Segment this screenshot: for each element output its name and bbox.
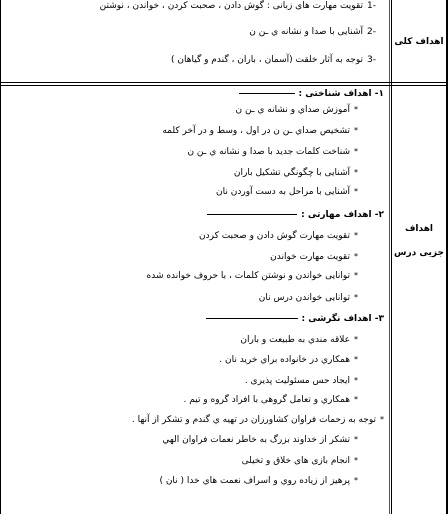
label-column-divider	[391, 0, 392, 514]
bullet-icon: *	[354, 231, 358, 240]
attitude-goals-heading: ٣- اهداف نگرشی :	[206, 313, 384, 325]
partial-goals-label: اهداف جزیی درس	[394, 224, 444, 258]
attitude-goal-item: *توجه به زحمات فراوان کشاورزان در تهیه ي گندم و تشکر از آنها .	[131, 415, 384, 425]
bullet-icon: *	[354, 293, 358, 302]
bullet-icon: *	[354, 252, 358, 261]
bullet-icon: *	[354, 376, 358, 385]
attitude-goal-item: *همکاري در خانواده براي خرید نان .	[219, 355, 358, 365]
heading-underline	[207, 214, 297, 215]
bullet-icon: *	[354, 335, 358, 344]
attitude-goal-item: *پرهیز از زیاده روي و اسراف نعمت هاي خدا ( نان )	[159, 476, 358, 486]
attitude-goal-item: *تشکر از خداوند بزرگ به خاطر نعمات فراوان الهي	[162, 435, 358, 445]
cognitive-goal-item: *شناخت کلمات جدید با صدا و نشانه ي ـن ن	[187, 147, 358, 157]
bullet-icon: *	[354, 105, 358, 114]
skill-goal-item: *تقویت مهارت خواندن	[270, 252, 358, 262]
general-goal-item: -2آشنایی با صدا و نشانه ي ـن ن	[249, 27, 376, 37]
cognitive-goals-heading: ١- اهداف شناختی :	[239, 88, 384, 100]
row-divider-bottom	[0, 85, 448, 86]
attitude-goal-item: *ایجاد حس مسئولیت پذیری .	[244, 376, 358, 386]
cognitive-goal-item: *تشخیص صداي ـن ن در اول ، وسط و در آخر کلمه	[162, 126, 358, 136]
bullet-icon: *	[354, 187, 358, 196]
table-border-left	[0, 0, 1, 514]
general-goal-item: -1تقویت مهارت های زبانی : گوش دادن ، صحبت کردن ، خواندن ، نوشتن	[99, 1, 376, 11]
bullet-icon: *	[354, 271, 358, 280]
attitude-goal-item: *همکاري و تعامل گروهی با افراد گروه و تیم .	[183, 395, 358, 405]
heading-underline	[239, 93, 295, 94]
skill-goal-item: *تقویت مهارت گوش دادن و صحبت کردن	[198, 231, 358, 241]
row-divider-top	[0, 82, 448, 83]
attitude-goal-item: *علاقه مندي به طبیعت و باران	[240, 335, 358, 345]
bullet-icon: *	[354, 355, 358, 364]
bullet-icon: *	[354, 126, 358, 135]
bullet-icon: *	[354, 147, 358, 156]
bullet-icon: *	[354, 395, 358, 404]
cognitive-goal-item: *آشنایی با چگونگي تشکیل باران	[233, 168, 358, 178]
general-goals-label: اهداف کلی	[394, 37, 444, 47]
skill-goals-heading: ٢- اهداف مهارتی :	[207, 209, 384, 221]
cognitive-goal-item: *آموزش صداي و نشانه ي ـن ن	[235, 105, 358, 115]
bullet-icon: *	[354, 476, 358, 485]
skill-goal-item: *توانایی خواندن و نوشتن کلمات ، با حروف خوانده شده	[146, 271, 358, 281]
heading-underline	[206, 318, 298, 319]
bullet-icon: *	[380, 415, 384, 424]
skill-goal-item: *توانایی خواندن درس نان	[258, 293, 358, 303]
bullet-icon: *	[354, 435, 358, 444]
bullet-icon: *	[354, 456, 358, 465]
label-column-divider-inner	[389, 0, 390, 514]
bullet-icon: *	[354, 168, 358, 177]
attitude-goal-item: *انجام بازی های خلاق و تخیلی	[241, 456, 358, 466]
general-goal-item: -3توجه به آثار خلقت (آسمان ، باران ، گندم و گیاهان )	[171, 55, 376, 65]
cognitive-goal-item: *آشنایی با مراحل به دست آوردن نان	[216, 187, 358, 197]
